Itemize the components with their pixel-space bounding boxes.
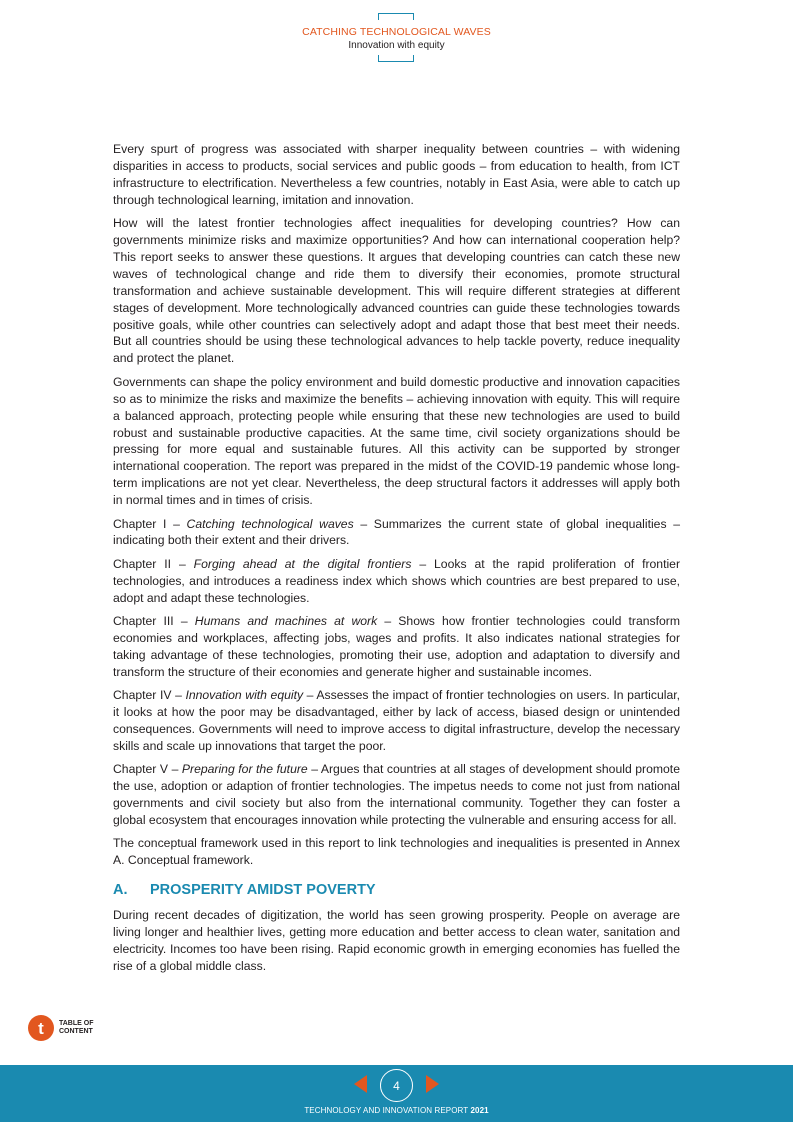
footer-report-title [0, 1106, 793, 1115]
chapter-text: – Summarizes the current state of global inequalities – indicating both their extent and their drivers. [113, 516, 680, 548]
chapter-summary-2 [113, 556, 680, 607]
page-number: 4 [380, 1069, 413, 1102]
paragraph: The conceptual framework used in this report to link technologies and inequalities is presented in Annex A. Conceptual framework. [113, 836, 680, 868]
toc-icon-letter: t [38, 1018, 44, 1038]
chapter-title: Catching technological waves [186, 516, 354, 531]
chapter-summary-5 [113, 761, 680, 829]
chapter-title: Innovation with equity [185, 688, 304, 703]
paragraph: During recent decades of digitization, the world has seen growing prosperity. People on average are living longer and healthier lives, getting more education and better access to clean water, sanitation and electricity. Incomes too have been rising. Rapid economic growth in emerging economies has fuelled the rise of a global middle class. [113, 908, 680, 973]
chapter-text: – Looks at the rapid proliferation of frontier technologies, and introduces a readiness index which shows which countries are best prepared to use, adopt and adapt these technologies. [113, 556, 681, 605]
chapter-summary-3 [113, 613, 680, 681]
paragraph: How will the latest frontier technologies affect inequalities for developing countries? How can governments minimize risks and maximize opportunities? And how can international cooperation help? This report seeks to answer these questions. It argues that developing countries can catch these new waves of technological change and ride them to diversify their economies, promote structural transformation and achieve sustainable development. This will require different strategies at different stages of development. More technologically advanced countries can guide these technologies towards positive goals, while other countries can selectively adopt and adapt those that best meet their needs. But all countries should be using these technological advances to help tackle poverty, reduce inequality and protect the planet. [113, 216, 680, 366]
section-heading [113, 881, 680, 899]
chapter-label: Chapter IV – [113, 688, 186, 703]
toc-label-line2: CONTENT [59, 1028, 93, 1035]
paragraph: Governments can shape the policy environment and build domestic productive and innovation capacities so as to minimize the risks and maximize the benefits – achieving innovation with equity. This will require a balanced approach, protecting people while ensuring that these new technologies are used to build robust and sustainable productive capacities. At the same time, civil society organizations should be pressing for more equal and sustainable futures. All this activity can be supported by stronger international cooperation. The report was prepared in the midst of the COVID-19 pandemic whose long-term implications are not yet clear. Nevertheless, the deep structural factors it addresses will apply both in normal times and in times of crisis. [113, 374, 680, 508]
chapter-text: – Assesses the impact of frontier technologies on users. In particular, it looks at how the poor may be disadvantaged, either by lack of access, biased design or unintended consequences. Governments will need to improve access to digital infrastructure, develop the necessary skills and scale up innovations that target the poor. [113, 688, 680, 753]
chapter-label: Chapter III – [113, 614, 195, 629]
chapter-label: Chapter V – [113, 762, 182, 777]
table-of-content-link[interactable] [28, 1015, 93, 1041]
paragraph: Every spurt of progress was associated with sharper inequality between countries – with widening disparities in access to products, social services and public goods – from education to health, from ICT infrastructure to electrification. Nevertheless a few countries, notably in East Asia, were able to catch up through technological learning, imitation and innovation. [113, 142, 680, 207]
chapter-summary-4 [113, 687, 680, 755]
header-bracket-top [378, 13, 414, 20]
chapter-label: Chapter II – [113, 556, 194, 571]
header-bracket-bottom [378, 55, 414, 62]
chapter-title: Humans and machines at work [194, 614, 378, 629]
section-title: PROSPERITY AMIDST POVERTY [150, 882, 376, 899]
next-page-arrow-icon[interactable] [426, 1075, 439, 1093]
chapter-summary-1 [113, 516, 680, 550]
footer-report-name: TECHNOLOGY AND INNOVATION REPORT [304, 1106, 471, 1115]
main-content [113, 141, 680, 981]
chapter-title: Forging ahead at the digital frontiers [193, 556, 412, 571]
footer-report-year: 2021 [470, 1106, 489, 1115]
page-footer [0, 1065, 793, 1122]
toc-label-line1: TABLE OF [59, 1019, 94, 1027]
header-title: CATCHING TECHNOLOGICAL WAVES [302, 26, 491, 38]
section-letter: A. [113, 882, 128, 899]
toc-icon[interactable] [28, 1015, 54, 1041]
chapter-label: Chapter I – [113, 516, 187, 531]
toc-label[interactable] [59, 1020, 93, 1037]
chapter-title: Preparing for the future [181, 762, 308, 777]
chapter-text: – Argues that countries at all stages of development should promote the use, adoption or adaption of frontier technologies. The impetus needs to come not just from national governments and civil society but also from the international community. Together they can foster a global ecosystem that encourages innovation while protecting the vulnerable and ensuring access for all. [113, 762, 680, 828]
header-subtitle: Innovation with equity [348, 40, 445, 51]
chapter-text: – Shows how frontier technologies could transform economies and workplaces, affecting jobs, wages and profits. It also indicates national strategies for taking advantage of these technologies, promoting their use, adoption and adaptation to diversify and transform the structure of their economies and generate higher and sustainable incomes. [113, 614, 680, 679]
previous-page-arrow-icon[interactable] [354, 1075, 367, 1093]
